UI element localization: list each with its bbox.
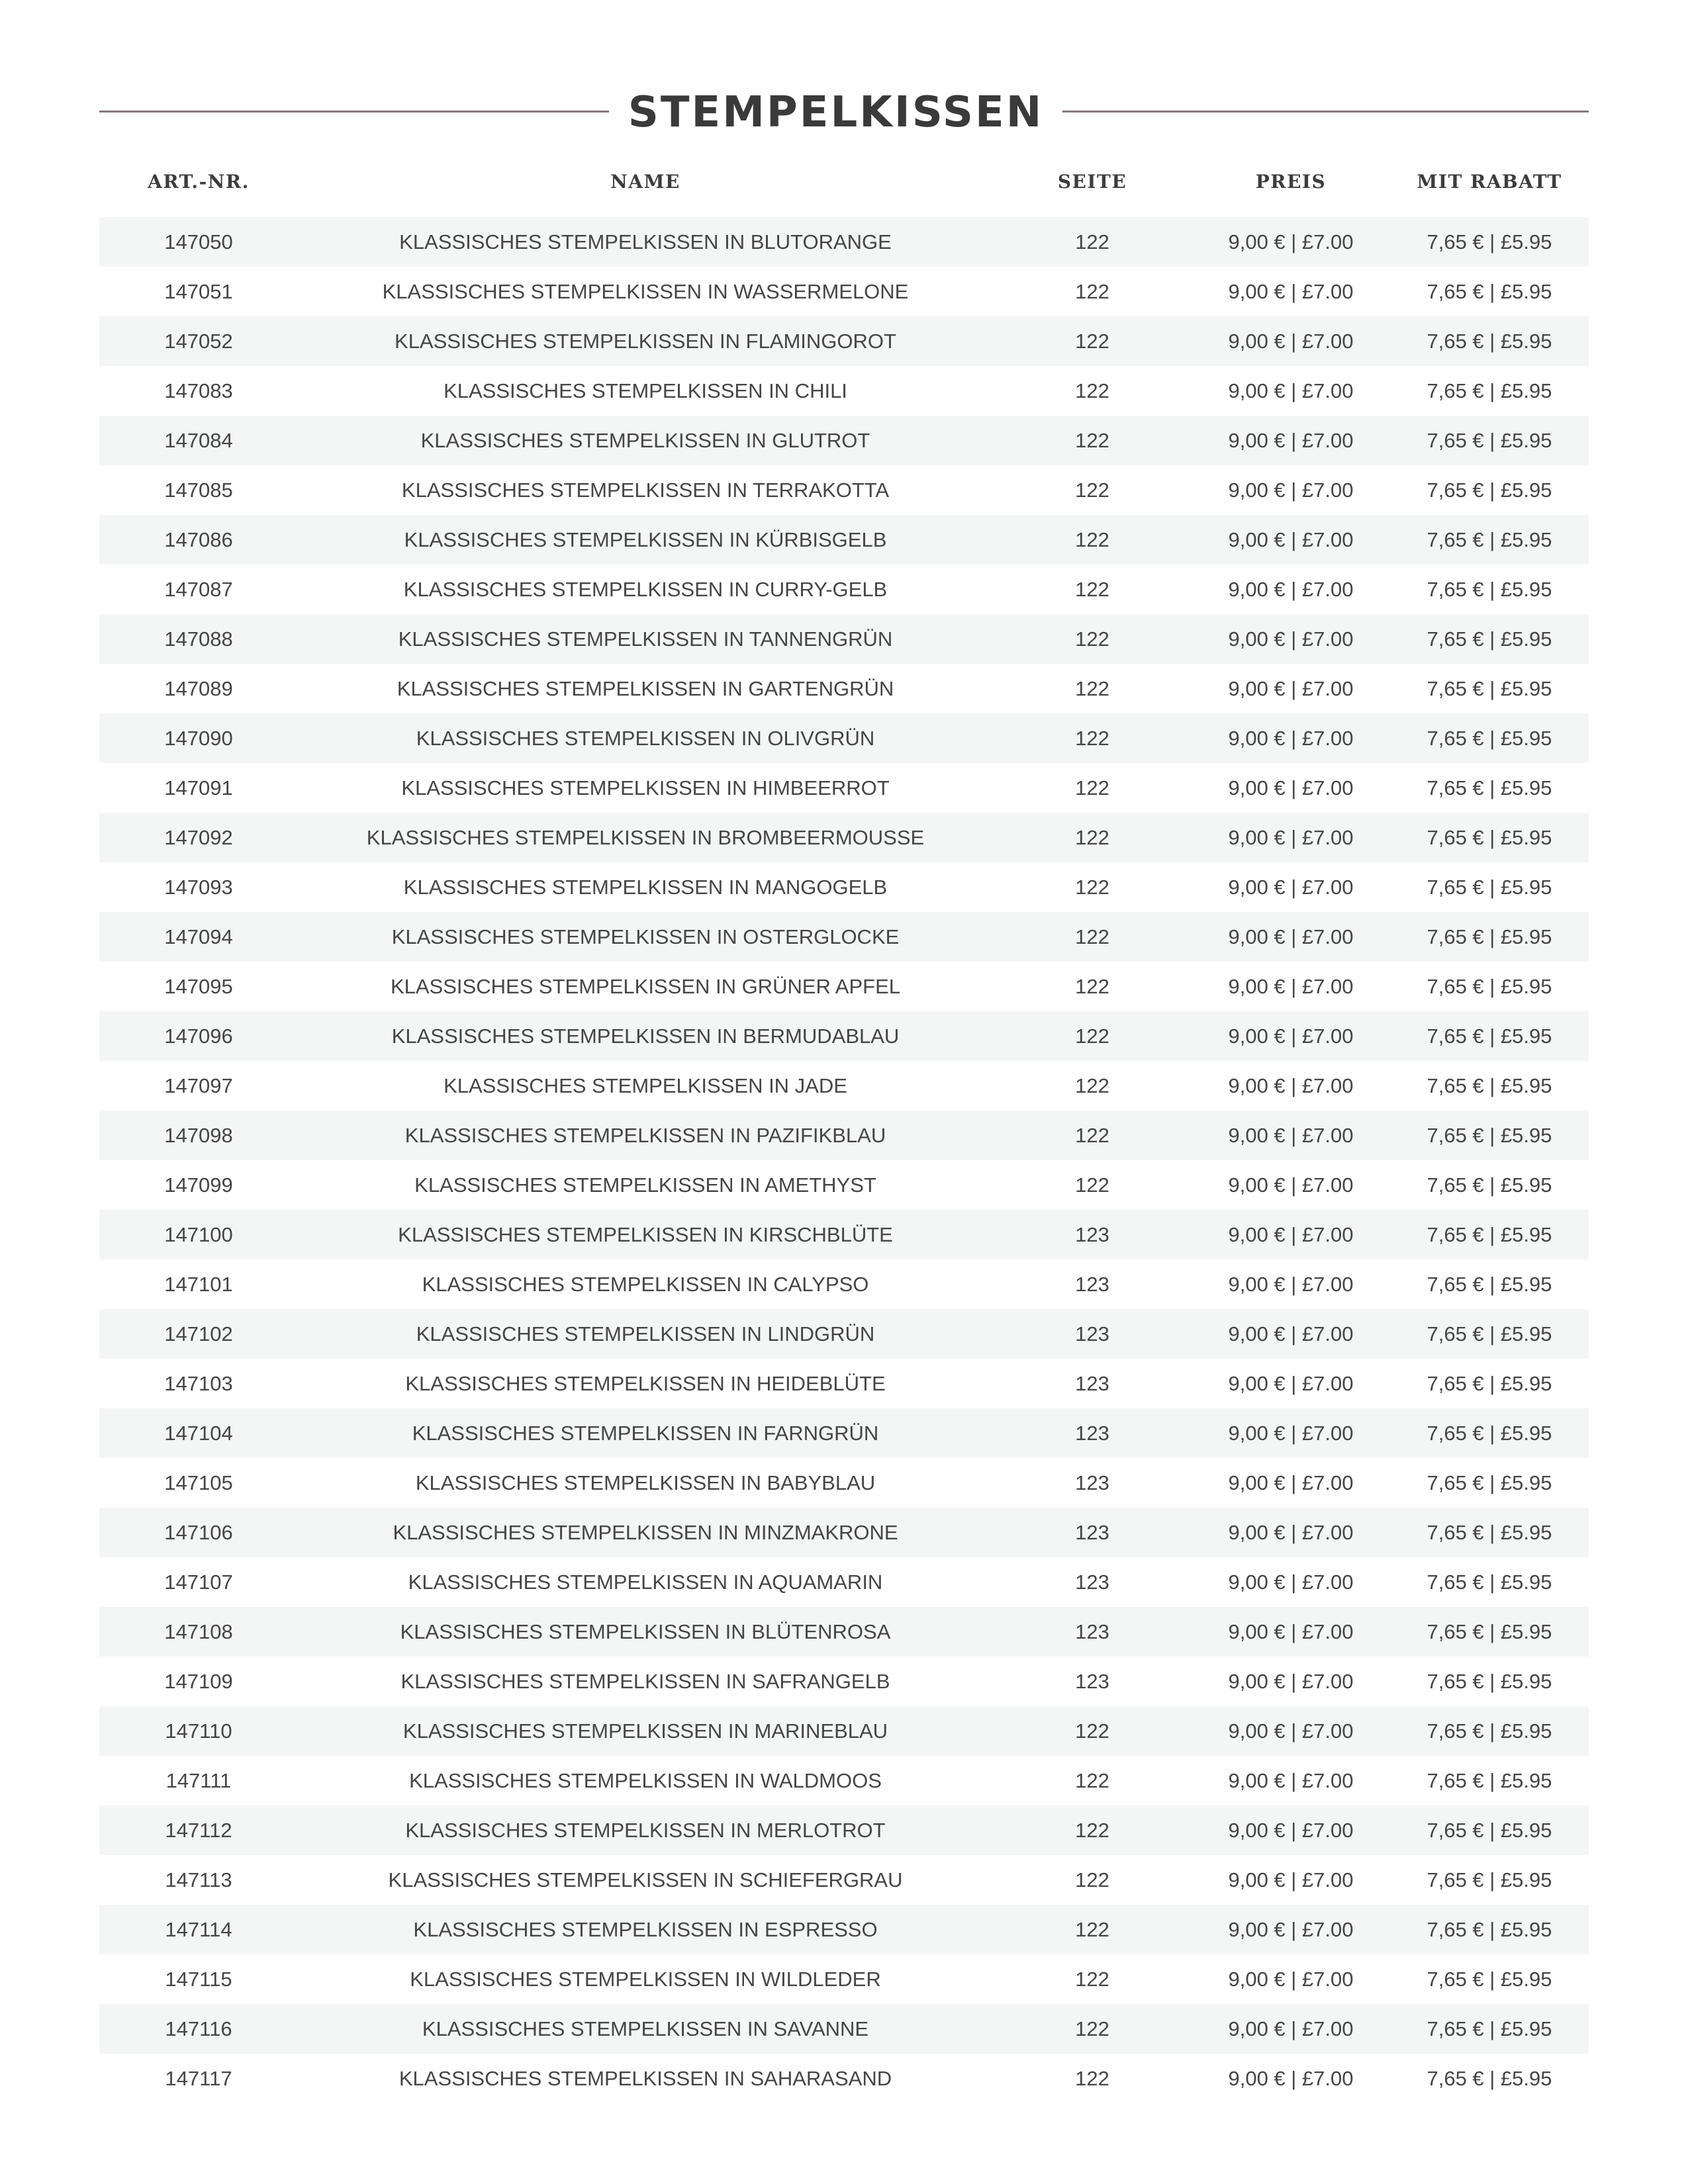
cell-name: KLASSISCHES STEMPELKISSEN IN GARTENGRÜN [298, 664, 993, 713]
cell-art-nr: 147107 [99, 1557, 298, 1607]
table-row [99, 1557, 1589, 1607]
table-row [99, 1855, 1589, 1905]
cell-mit-rabatt: 7,65 € | £5.95 [1390, 1309, 1589, 1359]
cell-mit-rabatt: 7,65 € | £5.95 [1390, 1210, 1589, 1259]
table-row [99, 862, 1589, 912]
cell-name: KLASSISCHES STEMPELKISSEN IN FLAMINGOROT [298, 316, 993, 366]
cell-mit-rabatt: 7,65 € | £5.95 [1390, 1061, 1589, 1111]
table-row [99, 316, 1589, 366]
table-row [99, 1805, 1589, 1855]
cell-art-nr: 147092 [99, 813, 298, 862]
table-row [99, 1210, 1589, 1259]
cell-art-nr: 147089 [99, 664, 298, 713]
cell-name: KLASSISCHES STEMPELKISSEN IN MERLOTROT [298, 1805, 993, 1855]
cell-name: KLASSISCHES STEMPELKISSEN IN HEIDEBLÜTE [298, 1359, 993, 1408]
cell-seite: 122 [993, 664, 1192, 713]
cell-preis: 9,00 € | £7.00 [1192, 316, 1390, 366]
cell-seite: 122 [993, 1905, 1192, 1954]
cell-seite: 122 [993, 962, 1192, 1011]
table-row [99, 1508, 1589, 1557]
table-row [99, 713, 1589, 763]
cell-art-nr: 147106 [99, 1508, 298, 1557]
cell-seite: 122 [993, 1855, 1192, 1905]
cell-seite: 122 [993, 366, 1192, 416]
cell-seite: 122 [993, 1160, 1192, 1210]
cell-mit-rabatt: 7,65 € | £5.95 [1390, 1359, 1589, 1408]
cell-art-nr: 147100 [99, 1210, 298, 1259]
cell-seite: 122 [993, 862, 1192, 912]
cell-preis: 9,00 € | £7.00 [1192, 1557, 1390, 1607]
cell-mit-rabatt: 7,65 € | £5.95 [1390, 614, 1589, 664]
page-title: STEMPELKISSEN [628, 88, 1044, 137]
cell-art-nr: 147088 [99, 614, 298, 664]
table-row [99, 1458, 1589, 1508]
cell-art-nr: 147086 [99, 515, 298, 565]
cell-name: KLASSISCHES STEMPELKISSEN IN MINZMAKRONE [298, 1508, 993, 1557]
cell-name: KLASSISCHES STEMPELKISSEN IN GRÜNER APFEL [298, 962, 993, 1011]
cell-mit-rabatt: 7,65 € | £5.95 [1390, 1111, 1589, 1160]
cell-mit-rabatt: 7,65 € | £5.95 [1390, 2004, 1589, 2054]
cell-seite: 122 [993, 1706, 1192, 1756]
cell-name: KLASSISCHES STEMPELKISSEN IN LINDGRÜN [298, 1309, 993, 1359]
cell-name: KLASSISCHES STEMPELKISSEN IN MARINEBLAU [298, 1706, 993, 1756]
table-row [99, 515, 1589, 565]
cell-name: KLASSISCHES STEMPELKISSEN IN AQUAMARIN [298, 1557, 993, 1607]
table-row [99, 1408, 1589, 1458]
cell-name: KLASSISCHES STEMPELKISSEN IN SAHARASAND [298, 2054, 993, 2103]
cell-mit-rabatt: 7,65 € | £5.95 [1390, 813, 1589, 862]
cell-art-nr: 147096 [99, 1011, 298, 1061]
cell-name: KLASSISCHES STEMPELKISSEN IN CALYPSO [298, 1259, 993, 1309]
cell-name: KLASSISCHES STEMPELKISSEN IN SAFRANGELB [298, 1657, 993, 1706]
cell-mit-rabatt: 7,65 € | £5.95 [1390, 862, 1589, 912]
cell-seite: 122 [993, 2004, 1192, 2054]
cell-preis: 9,00 € | £7.00 [1192, 1657, 1390, 1706]
cell-seite: 122 [993, 465, 1192, 515]
header-mit-rabatt: MIT RABATT [1417, 170, 1562, 193]
cell-name: KLASSISCHES STEMPELKISSEN IN BLUTORANGE [298, 217, 993, 267]
cell-seite: 123 [993, 1259, 1192, 1309]
cell-mit-rabatt: 7,65 € | £5.95 [1390, 962, 1589, 1011]
table-row [99, 267, 1589, 316]
cell-preis: 9,00 € | £7.00 [1192, 664, 1390, 713]
cell-seite: 122 [993, 416, 1192, 465]
cell-seite: 122 [993, 1011, 1192, 1061]
cell-mit-rabatt: 7,65 € | £5.95 [1390, 1706, 1589, 1756]
cell-preis: 9,00 € | £7.00 [1192, 1011, 1390, 1061]
cell-art-nr: 147115 [99, 1954, 298, 2004]
cell-seite: 122 [993, 614, 1192, 664]
title-rule-left [99, 111, 609, 113]
table-header [99, 151, 1589, 217]
cell-name: KLASSISCHES STEMPELKISSEN IN WASSERMELONE [298, 267, 993, 316]
cell-mit-rabatt: 7,65 € | £5.95 [1390, 1557, 1589, 1607]
cell-art-nr: 147101 [99, 1259, 298, 1309]
cell-mit-rabatt: 7,65 € | £5.95 [1390, 1259, 1589, 1309]
cell-preis: 9,00 € | £7.00 [1192, 515, 1390, 565]
table-row [99, 1061, 1589, 1111]
cell-preis: 9,00 € | £7.00 [1192, 713, 1390, 763]
cell-seite: 122 [993, 1954, 1192, 2004]
cell-art-nr: 147099 [99, 1160, 298, 1210]
cell-seite: 122 [993, 1756, 1192, 1805]
cell-art-nr: 147098 [99, 1111, 298, 1160]
table-row [99, 217, 1589, 267]
cell-art-nr: 147108 [99, 1607, 298, 1657]
cell-mit-rabatt: 7,65 € | £5.95 [1390, 316, 1589, 366]
table-body [99, 217, 1589, 2103]
table-row [99, 763, 1589, 813]
table-row [99, 1657, 1589, 1706]
cell-name: KLASSISCHES STEMPELKISSEN IN OLIVGRÜN [298, 713, 993, 763]
cell-seite: 123 [993, 1657, 1192, 1706]
cell-art-nr: 147117 [99, 2054, 298, 2103]
table-row [99, 2004, 1589, 2054]
table-row [99, 1259, 1589, 1309]
cell-mit-rabatt: 7,65 € | £5.95 [1390, 664, 1589, 713]
cell-art-nr: 147093 [99, 862, 298, 912]
cell-mit-rabatt: 7,65 € | £5.95 [1390, 1458, 1589, 1508]
cell-preis: 9,00 € | £7.00 [1192, 465, 1390, 515]
cell-art-nr: 147094 [99, 912, 298, 962]
cell-art-nr: 147052 [99, 316, 298, 366]
page-header [99, 79, 1589, 146]
cell-preis: 9,00 € | £7.00 [1192, 1706, 1390, 1756]
cell-preis: 9,00 € | £7.00 [1192, 1508, 1390, 1557]
cell-preis: 9,00 € | £7.00 [1192, 1309, 1390, 1359]
cell-name: KLASSISCHES STEMPELKISSEN IN KÜRBISGELB [298, 515, 993, 565]
cell-art-nr: 147104 [99, 1408, 298, 1458]
table-row [99, 1607, 1589, 1657]
cell-mit-rabatt: 7,65 € | £5.95 [1390, 2054, 1589, 2103]
table-row [99, 2054, 1589, 2103]
cell-mit-rabatt: 7,65 € | £5.95 [1390, 465, 1589, 515]
cell-seite: 123 [993, 1458, 1192, 1508]
cell-preis: 9,00 € | £7.00 [1192, 1805, 1390, 1855]
table-row [99, 962, 1589, 1011]
header-name: NAME [610, 170, 680, 193]
cell-preis: 9,00 € | £7.00 [1192, 1259, 1390, 1309]
cell-preis: 9,00 € | £7.00 [1192, 217, 1390, 267]
cell-mit-rabatt: 7,65 € | £5.95 [1390, 1657, 1589, 1706]
cell-art-nr: 147090 [99, 713, 298, 763]
table-row [99, 1359, 1589, 1408]
cell-art-nr: 147112 [99, 1805, 298, 1855]
cell-preis: 9,00 € | £7.00 [1192, 1111, 1390, 1160]
header-seite: SEITE [1057, 170, 1127, 193]
table-row [99, 1905, 1589, 1954]
cell-preis: 9,00 € | £7.00 [1192, 862, 1390, 912]
cell-seite: 123 [993, 1210, 1192, 1259]
table-row [99, 1706, 1589, 1756]
cell-mit-rabatt: 7,65 € | £5.95 [1390, 912, 1589, 962]
cell-name: KLASSISCHES STEMPELKISSEN IN OSTERGLOCKE [298, 912, 993, 962]
cell-art-nr: 147110 [99, 1706, 298, 1756]
table-row [99, 1756, 1589, 1805]
cell-seite: 122 [993, 813, 1192, 862]
table-row [99, 1309, 1589, 1359]
cell-art-nr: 147051 [99, 267, 298, 316]
cell-preis: 9,00 € | £7.00 [1192, 813, 1390, 862]
cell-preis: 9,00 € | £7.00 [1192, 1210, 1390, 1259]
table-row [99, 813, 1589, 862]
cell-mit-rabatt: 7,65 € | £5.95 [1390, 217, 1589, 267]
cell-seite: 122 [993, 217, 1192, 267]
cell-art-nr: 147085 [99, 465, 298, 515]
cell-mit-rabatt: 7,65 € | £5.95 [1390, 1160, 1589, 1210]
cell-seite: 123 [993, 1508, 1192, 1557]
cell-name: KLASSISCHES STEMPELKISSEN IN CHILI [298, 366, 993, 416]
table-row [99, 1011, 1589, 1061]
cell-name: KLASSISCHES STEMPELKISSEN IN CURRY-GELB [298, 565, 993, 614]
cell-preis: 9,00 € | £7.00 [1192, 1954, 1390, 2004]
cell-preis: 9,00 € | £7.00 [1192, 416, 1390, 465]
table-row [99, 366, 1589, 416]
cell-name: KLASSISCHES STEMPELKISSEN IN JADE [298, 1061, 993, 1111]
cell-preis: 9,00 € | £7.00 [1192, 2004, 1390, 2054]
cell-mit-rabatt: 7,65 € | £5.95 [1390, 515, 1589, 565]
cell-art-nr: 147111 [99, 1756, 298, 1805]
cell-seite: 123 [993, 1607, 1192, 1657]
cell-name: KLASSISCHES STEMPELKISSEN IN BABYBLAU [298, 1458, 993, 1508]
cell-seite: 122 [993, 515, 1192, 565]
cell-name: KLASSISCHES STEMPELKISSEN IN AMETHYST [298, 1160, 993, 1210]
cell-preis: 9,00 € | £7.00 [1192, 1458, 1390, 1508]
cell-art-nr: 147087 [99, 565, 298, 614]
cell-art-nr: 147083 [99, 366, 298, 416]
cell-art-nr: 147050 [99, 217, 298, 267]
cell-mit-rabatt: 7,65 € | £5.95 [1390, 1805, 1589, 1855]
cell-preis: 9,00 € | £7.00 [1192, 614, 1390, 664]
cell-name: KLASSISCHES STEMPELKISSEN IN BROMBEERMOUSSE [298, 813, 993, 862]
cell-preis: 9,00 € | £7.00 [1192, 962, 1390, 1011]
cell-art-nr: 147116 [99, 2004, 298, 2054]
cell-name: KLASSISCHES STEMPELKISSEN IN GLUTROT [298, 416, 993, 465]
title-rule-right [1062, 111, 1589, 113]
cell-mit-rabatt: 7,65 € | £5.95 [1390, 1607, 1589, 1657]
cell-seite: 122 [993, 763, 1192, 813]
cell-art-nr: 147084 [99, 416, 298, 465]
cell-preis: 9,00 € | £7.00 [1192, 565, 1390, 614]
cell-seite: 122 [993, 1061, 1192, 1111]
header-row [99, 151, 1589, 217]
cell-name: KLASSISCHES STEMPELKISSEN IN KIRSCHBLÜTE [298, 1210, 993, 1259]
cell-name: KLASSISCHES STEMPELKISSEN IN FARNGRÜN [298, 1408, 993, 1458]
cell-name: KLASSISCHES STEMPELKISSEN IN MANGOGELB [298, 862, 993, 912]
cell-preis: 9,00 € | £7.00 [1192, 2054, 1390, 2103]
cell-seite: 122 [993, 267, 1192, 316]
cell-preis: 9,00 € | £7.00 [1192, 267, 1390, 316]
cell-art-nr: 147102 [99, 1309, 298, 1359]
cell-name: KLASSISCHES STEMPELKISSEN IN ESPRESSO [298, 1905, 993, 1954]
table-row [99, 912, 1589, 962]
cell-art-nr: 147114 [99, 1905, 298, 1954]
cell-art-nr: 147103 [99, 1359, 298, 1408]
table-row [99, 1954, 1589, 2004]
cell-art-nr: 147091 [99, 763, 298, 813]
cell-preis: 9,00 € | £7.00 [1192, 1756, 1390, 1805]
cell-mit-rabatt: 7,65 € | £5.95 [1390, 565, 1589, 614]
cell-name: KLASSISCHES STEMPELKISSEN IN HIMBEERROT [298, 763, 993, 813]
price-table [99, 151, 1589, 2103]
table-row [99, 614, 1589, 664]
cell-seite: 122 [993, 713, 1192, 763]
cell-preis: 9,00 € | £7.00 [1192, 763, 1390, 813]
cell-name: KLASSISCHES STEMPELKISSEN IN TANNENGRÜN [298, 614, 993, 664]
header-art-nr: ART.-NR. [148, 170, 250, 193]
cell-name: KLASSISCHES STEMPELKISSEN IN SAVANNE [298, 2004, 993, 2054]
cell-seite: 123 [993, 1309, 1192, 1359]
cell-preis: 9,00 € | £7.00 [1192, 1905, 1390, 1954]
cell-preis: 9,00 € | £7.00 [1192, 1359, 1390, 1408]
cell-art-nr: 147095 [99, 962, 298, 1011]
cell-mit-rabatt: 7,65 € | £5.95 [1390, 1905, 1589, 1954]
cell-mit-rabatt: 7,65 € | £5.95 [1390, 366, 1589, 416]
cell-mit-rabatt: 7,65 € | £5.95 [1390, 713, 1589, 763]
table-row [99, 465, 1589, 515]
table-row [99, 416, 1589, 465]
cell-seite: 122 [993, 2054, 1192, 2103]
cell-mit-rabatt: 7,65 € | £5.95 [1390, 416, 1589, 465]
cell-seite: 122 [993, 1805, 1192, 1855]
cell-mit-rabatt: 7,65 € | £5.95 [1390, 1011, 1589, 1061]
cell-name: KLASSISCHES STEMPELKISSEN IN PAZIFIKBLAU [298, 1111, 993, 1160]
table-row [99, 565, 1589, 614]
cell-mit-rabatt: 7,65 € | £5.95 [1390, 1508, 1589, 1557]
cell-mit-rabatt: 7,65 € | £5.95 [1390, 267, 1589, 316]
cell-seite: 122 [993, 316, 1192, 366]
cell-name: KLASSISCHES STEMPELKISSEN IN WILDLEDER [298, 1954, 993, 2004]
cell-preis: 9,00 € | £7.00 [1192, 1855, 1390, 1905]
cell-name: KLASSISCHES STEMPELKISSEN IN WALDMOOS [298, 1756, 993, 1805]
cell-name: KLASSISCHES STEMPELKISSEN IN BERMUDABLAU [298, 1011, 993, 1061]
cell-art-nr: 147105 [99, 1458, 298, 1508]
cell-seite: 122 [993, 1111, 1192, 1160]
cell-preis: 9,00 € | £7.00 [1192, 1160, 1390, 1210]
cell-seite: 122 [993, 565, 1192, 614]
cell-art-nr: 147113 [99, 1855, 298, 1905]
cell-mit-rabatt: 7,65 € | £5.95 [1390, 1855, 1589, 1905]
cell-preis: 9,00 € | £7.00 [1192, 1408, 1390, 1458]
cell-preis: 9,00 € | £7.00 [1192, 1607, 1390, 1657]
cell-preis: 9,00 € | £7.00 [1192, 912, 1390, 962]
cell-seite: 123 [993, 1408, 1192, 1458]
cell-mit-rabatt: 7,65 € | £5.95 [1390, 1408, 1589, 1458]
cell-seite: 122 [993, 912, 1192, 962]
table-row [99, 1160, 1589, 1210]
cell-name: KLASSISCHES STEMPELKISSEN IN BLÜTENROSA [298, 1607, 993, 1657]
cell-seite: 123 [993, 1557, 1192, 1607]
cell-art-nr: 147109 [99, 1657, 298, 1706]
header-preis: PREIS [1255, 170, 1327, 193]
cell-name: KLASSISCHES STEMPELKISSEN IN SCHIEFERGRAU [298, 1855, 993, 1905]
cell-art-nr: 147097 [99, 1061, 298, 1111]
cell-preis: 9,00 € | £7.00 [1192, 1061, 1390, 1111]
cell-seite: 123 [993, 1359, 1192, 1408]
table-row [99, 1111, 1589, 1160]
cell-name: KLASSISCHES STEMPELKISSEN IN TERRAKOTTA [298, 465, 993, 515]
cell-mit-rabatt: 7,65 € | £5.95 [1390, 1954, 1589, 2004]
cell-mit-rabatt: 7,65 € | £5.95 [1390, 1756, 1589, 1805]
cell-preis: 9,00 € | £7.00 [1192, 366, 1390, 416]
cell-mit-rabatt: 7,65 € | £5.95 [1390, 763, 1589, 813]
table-row [99, 664, 1589, 713]
